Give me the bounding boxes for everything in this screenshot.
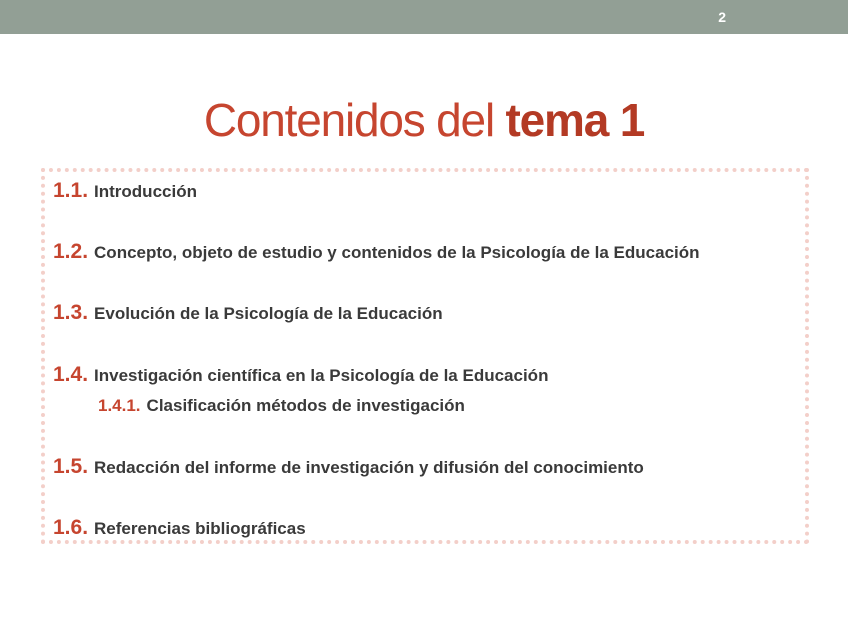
contents-item-1-5 <box>53 455 644 479</box>
item-text: Referencias bibliográficas <box>94 519 306 538</box>
item-number: 1.4. <box>53 363 89 386</box>
subitem-number: 1.4.1. <box>98 396 141 415</box>
item-number: 1.5. <box>53 455 89 478</box>
slide-title <box>0 92 848 148</box>
contents-subitem-1-4-1 <box>98 396 465 416</box>
item-text: Introducción <box>94 182 197 201</box>
contents-item-1-6 <box>53 516 306 540</box>
item-number: 1.3. <box>53 301 89 324</box>
slide-number: 2 <box>718 9 726 25</box>
header-bar <box>0 0 848 34</box>
subitem-text: Clasificación métodos de investigación <box>146 396 465 415</box>
contents-item-1-2 <box>53 240 700 264</box>
item-text: Investigación científica en la Psicología de la Educación <box>94 366 549 385</box>
contents-item-1-1 <box>53 179 197 203</box>
item-number: 1.6. <box>53 516 89 539</box>
title-bold: tema 1 <box>505 94 645 146</box>
item-number: 1.2. <box>53 240 89 263</box>
contents-box <box>41 168 809 544</box>
item-text: Evolución de la Psicología de la Educación <box>94 304 443 323</box>
title-regular: Contenidos del <box>203 94 506 146</box>
item-number: 1.1. <box>53 179 89 202</box>
contents-item-1-4 <box>53 363 548 387</box>
item-text: Redacción del informe de investigación y difusión del conocimiento <box>94 458 644 477</box>
contents-item-1-3 <box>53 301 443 325</box>
item-text: Concepto, objeto de estudio y contenidos de la Psicología de la Educación <box>94 243 700 262</box>
